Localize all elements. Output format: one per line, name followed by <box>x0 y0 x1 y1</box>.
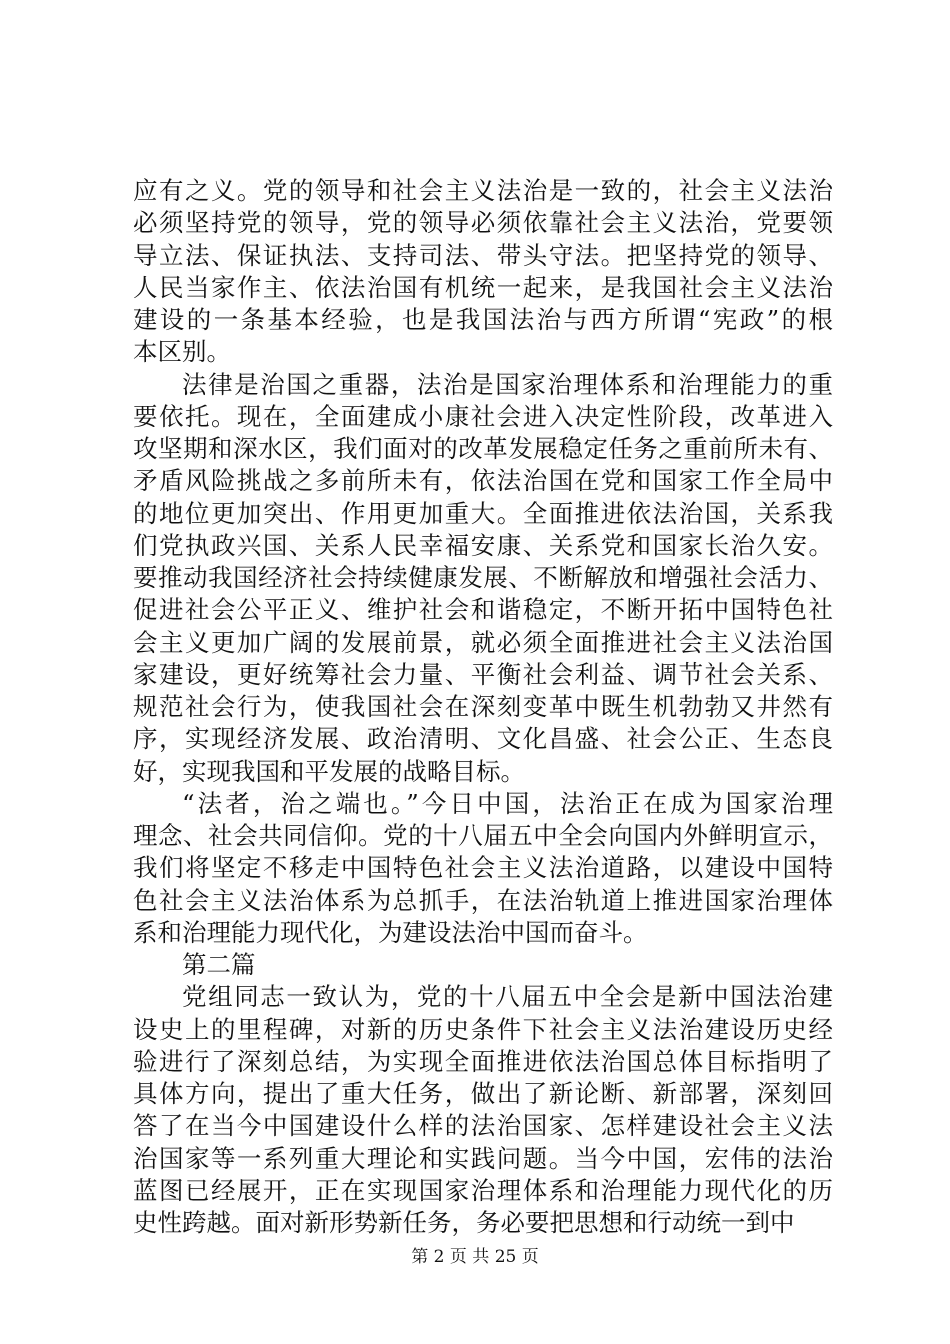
text-line: 建设的一条基本经验，也是我国法治与西方所谓“宪政”的根 <box>133 305 833 334</box>
text-line: 本区别。 <box>133 337 231 367</box>
text-line: 序，实现经济发展、政治清明、文化昌盛、社会公正、生态良 <box>133 724 833 754</box>
text-line: 史性跨越。面对新形势新任务，务必要把思想和行动统一到中 <box>133 1208 795 1237</box>
text-line: 们党执政兴国、关系人民幸福安康、关系党和国家长治久安。 <box>133 530 833 560</box>
text-line: 理念、社会共同信仰。党的十八届五中全会向国内外鲜明宣示， <box>133 821 833 850</box>
text-line: 验进行了深刻总结，为实现全面推进依法治国总体目标指明了 <box>133 1046 833 1076</box>
page-footer: 第 2 页 共 25 页 <box>411 1247 539 1267</box>
body-text <box>133 175 833 1239</box>
text-line: 促进社会公平正义、维护社会和谐稳定，不断开拓中国特色社 <box>133 595 833 625</box>
text-line: 我们将坚定不移走中国特色社会主义法治道路，以建设中国特 <box>133 853 833 883</box>
text-line: 会主义更加广阔的发展前景，就必须全面推进社会主义法治国 <box>133 627 833 657</box>
text-line: 必须坚持党的领导，党的领导必须依靠社会主义法治，党要领 <box>133 208 833 238</box>
text-line: 第二篇 <box>182 950 256 979</box>
text-line: 党组同志一致认为，党的十八届五中全会是新中国法治建 <box>182 982 833 1012</box>
text-line: 导立法、保证执法、支持司法、带头守法。把坚持党的领导、 <box>133 240 833 270</box>
text-line: “法者，治之端也。”今日中国，法治正在成为国家治理 <box>182 788 833 818</box>
text-line: 要推动我国经济社会持续健康发展、不断解放和增强社会活力、 <box>133 563 833 592</box>
text-line: 蓝图已经展开，正在实现国家治理体系和治理能力现代化的历 <box>133 1175 833 1205</box>
text-line: 系和治理能力现代化，为建设法治中国而奋斗。 <box>133 917 648 947</box>
text-line: 法律是治国之重器，法治是国家治理体系和治理能力的重 <box>182 369 833 399</box>
text-line: 家建设，更好统筹社会力量、平衡社会利益、调节社会关系、 <box>133 659 833 689</box>
text-line: 色社会主义法治体系为总抓手，在法治轨道上推进国家治理体 <box>133 885 833 915</box>
text-line: 具体方向，提出了重大任务，做出了新论断、新部署，深刻回 <box>133 1079 833 1108</box>
text-line: 设史上的里程碑，对新的历史条件下社会主义法治建设历史经 <box>133 1014 833 1044</box>
text-line: 治国家等一系列重大理论和实践问题。当今中国，宏伟的法治 <box>133 1143 833 1173</box>
text-line: 人民当家作主、依法治国有机统一起来，是我国社会主义法治 <box>133 272 833 302</box>
text-line: 矛盾风险挑战之多前所未有，依法治国在党和国家工作全局中 <box>133 466 833 496</box>
text-line: 的地位更加突出、作用更加重大。全面推进依法治国，关系我 <box>133 498 833 528</box>
text-line: 好，实现我国和平发展的战略目标。 <box>133 756 525 786</box>
text-line: 规范社会行为，使我国社会在深刻变革中既生机勃勃又井然有 <box>133 692 833 721</box>
text-line: 应有之义。党的领导和社会主义法治是一致的，社会主义法治 <box>133 176 833 205</box>
text-line: 要依托。现在，全面建成小康社会进入决定性阶段，改革进入 <box>133 401 833 431</box>
text-line: 攻坚期和深水区，我们面对的改革发展稳定任务之重前所未有、 <box>133 434 833 463</box>
text-line: 答了在当今中国建设什么样的法治国家、怎样建设社会主义法 <box>133 1111 833 1141</box>
